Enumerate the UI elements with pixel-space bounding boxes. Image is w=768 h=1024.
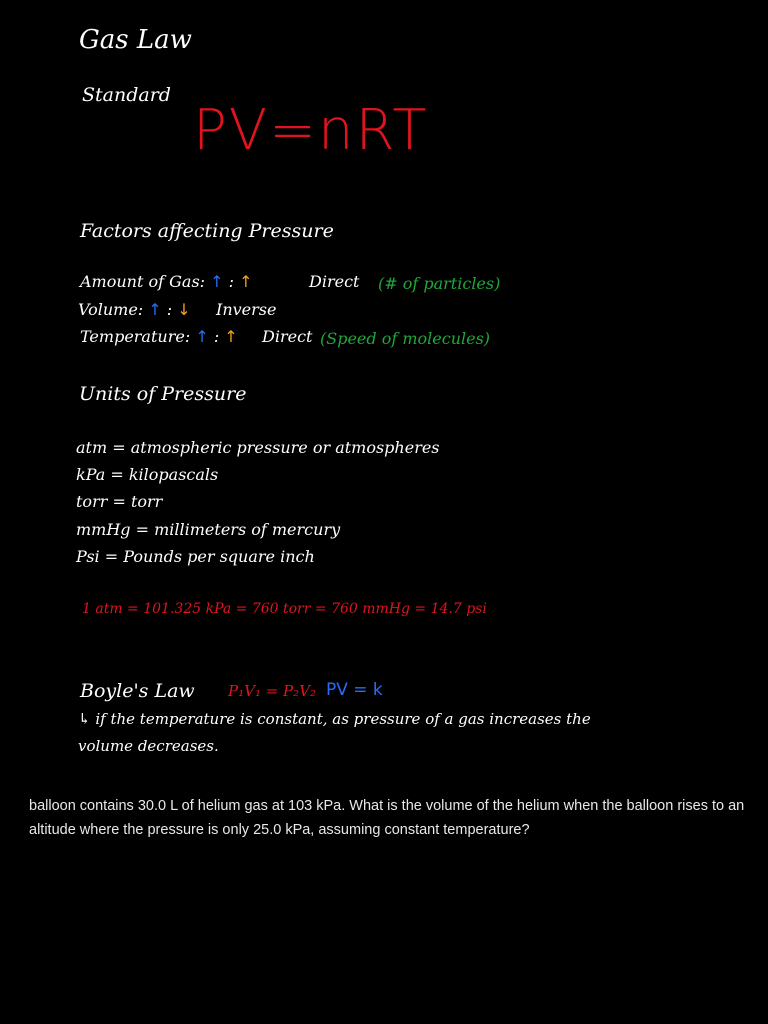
down-arrow-icon: ↓: [177, 300, 191, 319]
boyles-description-line-2: volume decreases.: [78, 737, 219, 755]
boyles-formula: P₁V₁ = P₂V₂: [228, 682, 317, 700]
ideal-gas-formula: PV=nRT: [193, 98, 429, 163]
factor-relation: Direct: [262, 327, 313, 346]
factor-relation: Direct: [309, 272, 360, 291]
up-arrow-icon: ↑: [148, 300, 162, 319]
up-arrow-icon: ↑: [224, 327, 238, 346]
unit-conversion: 1 atm = 101.325 kPa = 760 torr = 760 mmHg = 14.7 psi: [82, 601, 487, 617]
factor-separator: :: [213, 327, 220, 346]
boyles-description-line-1: ↳ if the temperature is constant, as pressure of a gas increases the: [78, 710, 591, 728]
factor-separator: :: [166, 300, 173, 319]
factor-separator: :: [228, 272, 235, 291]
units-heading: Units of Pressure: [79, 383, 247, 405]
up-arrow-icon: ↑: [195, 327, 209, 346]
boyles-heading: Boyle's Law: [80, 680, 195, 702]
factor-label: Temperature:: [80, 327, 191, 346]
page-title: Gas Law: [79, 25, 192, 55]
factor-relation: Inverse: [216, 300, 277, 319]
factor-label: Amount of Gas:: [80, 272, 206, 291]
factor-note: (Speed of molecules): [320, 329, 491, 348]
unit-item: mmHg = millimeters of mercury: [76, 520, 341, 539]
boyles-constant-formula: PV = k: [326, 680, 383, 700]
problem-text: balloon contains 30.0 L of helium gas at 103 kPa. What is the volume of the helium when the balloon rises to an altitude where the pressure is only 25.0 kPa, assuming constant temperature?: [29, 798, 745, 838]
up-arrow-icon: ↑: [210, 272, 224, 291]
unit-item: kPa = kilopascals: [76, 465, 219, 484]
factors-heading: Factors affecting Pressure: [80, 220, 334, 242]
factor-note: (# of particles): [378, 274, 501, 293]
factor-label: Volume:: [78, 300, 144, 319]
unit-item: torr = torr: [76, 492, 163, 511]
unit-item: atm = atmospheric pressure or atmospheres: [76, 438, 440, 457]
up-arrow-icon: ↑: [239, 272, 253, 291]
factor-row-amount: [80, 272, 253, 291]
factor-row-temperature: [80, 327, 238, 346]
factor-row-volume: [78, 300, 191, 319]
standard-label: Standard: [82, 84, 171, 106]
unit-item: Psi = Pounds per square inch: [76, 547, 315, 566]
